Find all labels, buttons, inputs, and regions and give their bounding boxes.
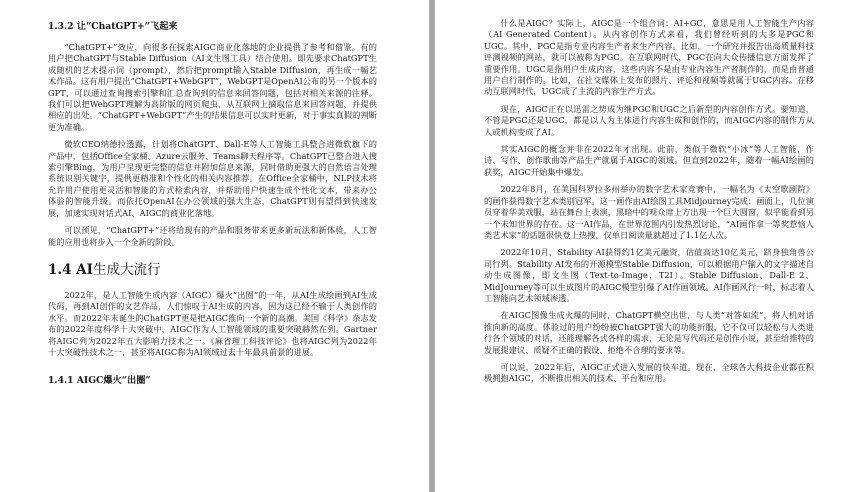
paragraph: 2022年，是人工智能生成内容（AIGC）爆火“出圈”的一年，从AI生成绘画到AI生成代码，再到AI创作的文艺作品，人们惊叹于AI生成的内容，因为这已经不输于人类创作的水平。而2022年末诞生的ChatGPT更是把AIGC推向一个新的高潮。美国《科学》杂志发布的2022年度科学十大突破中，AIGC作为人工智能领域的重要突破赫然在列。Gartner将AIGC列为2022年五大影响力技术之一。《麻省理工科技评论》也将AIGC列为2022年十大突破性技术之一，甚至将AIGC称为AI领域过去十年最具前景的进展。 — [48, 289, 377, 357]
right-page — [435, 0, 866, 492]
paragraph: 在AIGC图像生成火爆的同时，ChatGPT横空出世，与人类“对答如流”，将人机对话推向新的高度。体验过的用户纷纷被ChatGPT强大的功能折服，它不仅可以轻松与人类进行各个领域的对话，还能理解各式各样的需求，无论是写代码还是创作小说，甚至给推特的发展提建议、质疑不正确的假设、拒绝不合理的要求等。 — [484, 310, 814, 355]
paragraph: 2022年8月，在美国科罗拉多州举办的数字艺术家竞赛中，一幅名为《太空歌剧院》的画作获得数字艺术类别冠军。这一画作由AI绘图工具Midjourney完成：画面上，几位演员穿着华美戏服，站在舞台上表演，黑暗中的观众席上方出现一个巨大圆窗，似乎能看到另一个未知世界的存在。这一AI作品，在世界范围内引发热烈讨论，“AI画作拿一等奖惹恼人类艺术家”的话题很快登上热搜，仅单日阅读量就超过了1.1亿人次。 — [484, 184, 814, 240]
heading-label: 让“ChatGPT+”飞起来 — [76, 21, 178, 32]
paragraph: 其实AIGC的概念并非在2022年才出现。此前，类似于微软“小冰”等人工智能，作诗、写作、创作歌曲等产品生产就属于AIGC的领域。但直到2022年，随着一幅AI绘画的获奖，AIGC开始集中爆发。 — [484, 144, 814, 177]
left-page — [0, 0, 429, 492]
paragraph: 什么是AIGC？实际上，AIGC是一个组合词：AI+GC，意思是用人工智能生产内容（AI Generated Content）。从内容创作方式来看，我们曾经听到的大多是PGC和UGC。其中，PGC是指专业内容生产者来生产内容。比如，一个研究并报告出高质量科技评测视频的网站，就可以被称为PGC。在互联网时代，PGC在向大众传播信息方面发挥了重要作用。UGC是指用户生成内容，这些内容不是由专业内容生产者制作的，而是由普通用户自行制作的。比如，在社交媒体上发布的照片、评论和视频等就属于UGC内容。在移动互联网时代，UGC成了主流的内容生产方式。 — [484, 18, 814, 97]
heading-label: 生成大流行 — [92, 261, 161, 278]
paragraph: 微软CEO纳德拉透露，计划将ChatGPT、Dall-E等人工智能工具整合进微软旗下的产品中，包括Office全家桶、Azure云服务、Teams聊天程序等。ChatGPT已整合进入搜索引擎Bing，为用户呈现更完整的信息并附加信息来源，同时借助更强大的自然语言处理系统识别关键字，提供更精准和个性化的相关内容推荐。在Office全家桶中，NLP技术将允许用户使用更灵活和智能的方式检索内容，并帮助用户快速生成个性化文本，带来办公体验的智能升级。而依托OpenAI在办公领域的强大生态，ChatGPT则有望得到快速发展，加速实现对话式AI、AIGC的商业化落地。 — [48, 139, 377, 218]
paragraph: 可以说，2022年后，AIGC正式进入发展的快车道。现在，全球各大科技企业都在积极拥抱AIGC，不断推出相关的技术、平台和应用。 — [484, 361, 814, 384]
paragraph: “ChatGPT+”效应，向很多在探索AIGC商业化落地的企业提供了参考和借鉴。有的用户把ChatGPT与Stable Diffusion（AI文生图工具）结合使用。即先要求ChatGPT生成随机的艺术提示词（prompt），然后把prompt输入Stable Diffusion，再生成一幅艺术作品。这有用户提出“ChatGPT+WebGPT”，WebGPT是OpenAI公布的另一个版本的GPT，可以通过查询搜索引擎和汇总查询到的信息来回答问题，包括对相关来源的注释。我们可以把WebGPT理解为高阶版的网页爬虫，从互联网上摘取信息来回答问题，并提供相应的出处。“ChatGPT+WebGPT”产生的结果信息可以实时更新，对于事实真假的判断更为准确。 — [48, 42, 377, 132]
heading-number: 1.4 AI — [48, 261, 93, 278]
paragraph: 现在，AIGC正在以迅雷之势成为继PGC和UGC之后新型的内容创作方式。要知道，不管是PGC还是UGC，都是以人为主体进行内容生成和创作的，而AIGC内容的制作方从人或机构变成了AI。 — [484, 103, 814, 137]
section-heading-1-3-2 — [48, 18, 377, 32]
heading-number: 1.3.2 — [48, 21, 74, 32]
section-heading-1-4 — [48, 258, 377, 278]
paragraph: 可以预见，“ChatGPT+”还将给现有的产品和服务带来更多新玩法和新体验，人工智能的应用也将步入一个全新的阶段。 — [48, 225, 377, 247]
section-heading-1-4-1 — [48, 372, 377, 386]
paragraph: 2022年10月，Stability AI获得约1亿美元融资，估值高达10亿美元，跻身独角兽公司行列。Stability AI发布的开源模型Stable Diffusion，可以根据用户输入的文字描述自动生成图像，即文生图（Text-to-Image，T2I）。Stable Diffusion、Dall-E 2、MidJourney等可以生成图片的AIGC模型引爆了AI作画领域。AI作画风行一时，标志着人工智能向艺术领域渗透。 — [484, 247, 814, 303]
heading-label: AIGC爆火“出圈” — [76, 375, 151, 387]
heading-number: 1.4.1 — [48, 375, 74, 387]
